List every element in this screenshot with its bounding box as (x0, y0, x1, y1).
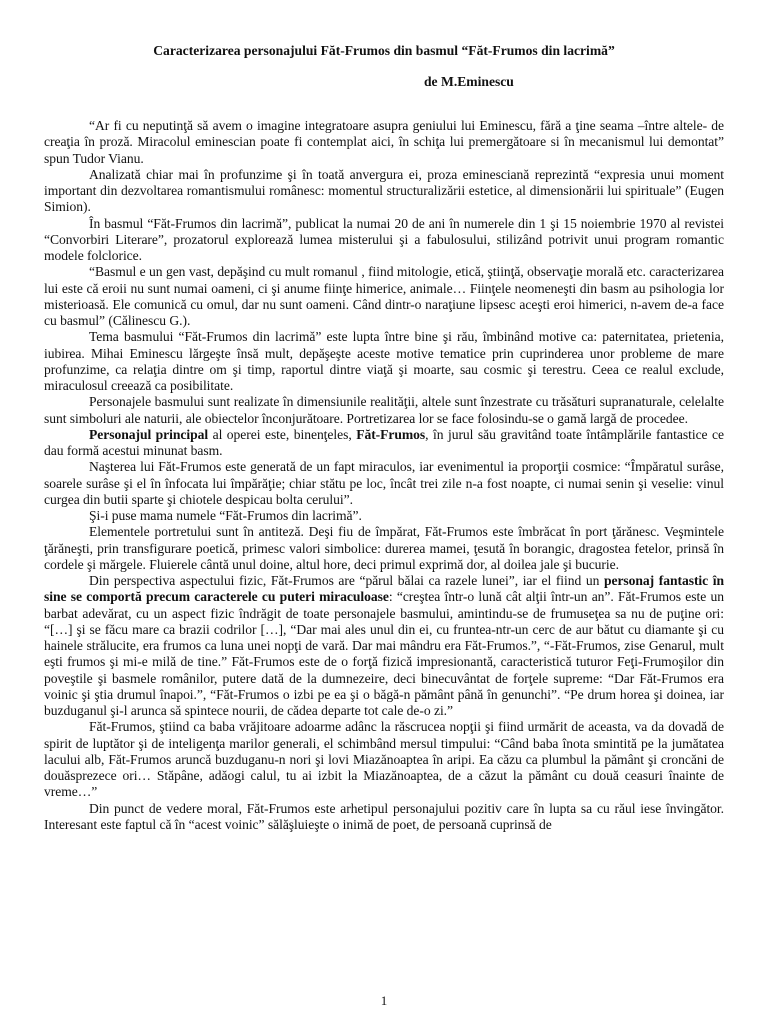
text-run: : “creştea într-o lună cât alţii într-un an”. Făt-Frumos este un barbat adevărat, cu un aspect fizic îndrăgit de toate personajele basmului, amintindu-se de frumuseţea sa nu de puţine ori: “[…] şi se făcu mare ca brazii codrilor […], “Dar mai ales unul din ei, cu fruntea-ntr-un cerc de aur bătut cu diamante şi cu hainele strălucite, era frumos ca luna unei nopţi de vară. Dar mai mândru era Făt-Frumos.”, “-Făt-Frumos, zise Genarul, mult eşti frumos şi mi-e milă de tine.” Făt-Frumos este de o forţă fizică impresionantă, caracteristică tuturor Feţi-Frumoşilor din poveştile şi basmele românilor, putere dată de la dumnezeire, deci binecuvântat de forţele supreme: “Dar Făt-Frumos era voinic şi ştia drumul înapoi.”, “Făt-Frumos o izbi pe ea şi o băgă-n pământ până în genunchi”. “Pe drum horea şi doinea, iar buzduganul şi-l arunca să spintece nourii, de cădea departe tot cale de-o zi.” (44, 589, 724, 718)
text-run: “Ar fi cu neputinţă să avem o imagine integratoare asupra geniului lui Eminescu, fără a ţine seama –între altele- de creaţia în proză. Miracolul eminescian poate fi contemplat aici, în schiţa lui premergătoare si în mecanismul lui demontat” spun Tudor Vianu. (44, 118, 724, 166)
text-run: , în jurul său gravitând toate întâmplările fantastice ce dau formă acestui minunat basm. (44, 426, 725, 458)
text-run: Din punct de vedere moral, Făt-Frumos este arhetipul personajului pozitiv care în lupta sa cu răul iese învingător. Interesant este faptul că în “acest voinic” sălăşluieşte o inimă de poet, de persoană cuprinsă de (44, 800, 724, 832)
text-run: Tema basmului “Făt-Frumos din lacrimă” este lupta între bine şi rău, îmbinând motive ca: paternitatea, prietenia, iubirea. Mihai Eminescu lărgeşte însă mult, depăşeşte aceste motive tematice prin cuprinderea unor probleme de mare profunzime, ca relaţia dintre om şi timp, raportul dintre viaţă şi moarte, sau cosmic şi terestru. Ceea ce realul exclude, miraculosul creează ca posibilitate. (44, 329, 724, 393)
text-run: În basmul “Făt-Frumos din lacrimă”, publicat la numai 20 de ani în numerele din 1 şi 15 noiembrie 1970 al revistei “Convorbiri Literare”, prozatorul explorează lumea misterului şi a fabulosului, stilizând potrivit unui program romantic modele folclorice. (44, 215, 724, 263)
document-title: Caracterizarea personajului Făt-Frumos din basmul “Făt-Frumos din lacrimă” (153, 43, 615, 58)
text-run: Elementele portretului sunt în antiteză. Deşi fiu de împărat, Făt-Frumos este îmbrăcat în port ţărănesc. Veşmintele ţărăneşti, prin transfigurare poetică, primesc valori simbolice: durerea mamei, ţesută în borangic, dragostea fetelor, prinsă în cordele şi mărgele. Fluierele cântă unul doine, altul hore, deci primul exprimă dor, al doilea jale şi bucurie. (44, 524, 724, 572)
document-body (44, 118, 724, 833)
text-run: Personajele basmului sunt realizate în dimensiunile realităţii, altele sunt înzestrate cu trăsături supranaturale, celelalte sunt simboluri ale naturii, ale obiectelor înconjurătoare. Portretizarea lor se face folosindu-se o gamă largă de procedee. (44, 394, 724, 426)
text-run: Analizată chiar mai în profunzime şi în toată anvergura ei, proza eminesciană reprezintă “expresia unui moment important din dezvoltarea romantismului românesc: momentul structuralizării estetice, al dimensionării lui spirituale” (Eugen Simion). (44, 166, 724, 215)
paragraph (44, 264, 724, 329)
paragraph (44, 329, 724, 394)
bold-text: Făt-Frumos (356, 426, 426, 442)
text-run: Din perspectiva aspectului fizic, Făt-Frumos are “părul bălai ca razele lunei”, iar el fiind un (89, 573, 604, 588)
bold-text: Personajul principal (89, 426, 209, 442)
paragraph (44, 118, 724, 167)
paragraph (44, 573, 724, 719)
paragraph (44, 394, 724, 427)
paragraph (44, 508, 724, 524)
paragraph (44, 459, 724, 508)
paragraph (44, 427, 724, 460)
paragraph (44, 524, 724, 573)
paragraph (44, 216, 724, 265)
paragraph (44, 719, 724, 800)
text-run: al operei este, binenţeles, (208, 426, 357, 442)
paragraph (44, 167, 724, 216)
text-run: Naşterea lui Făt-Frumos este generată de un fapt miraculos, iar evenimentul ia proporţii cosmice: “Împăratul surâse, soarele surâse şi el în înfocata lui împărăţie; chiar stătu pe loc, încât trei zile n-a fost noapte, ci numai senin şi veselie: vinul curgea din butii sparte şi chiotele despicau bolta cerului”. (44, 459, 724, 507)
text-run: Făt-Frumos, ştiind ca baba vrăjitoare adoarme adânc la răscrucea nopţii şi fiind urmărit de aceasta, va da dovadă de spirit de luptător şi de inteligenţa marilor generali, el schimbând mersul timpului: “Când baba înota smintită pe la jumătatea lacului alb, Făt-Frumos aruncă buzduganu-n nori şi lovi Miazănoaptea în aripi. Ea căzu ca plumbul la pământ şi croncăni de douăsprezece ori… Stăpâne, adăogi calul, tu ai izbit la Miazănoaptea, de a căzut la pământ cu două ceasuri înainte de vreme…” (44, 719, 724, 800)
document-author: de M.Eminescu (424, 74, 514, 89)
text-run: “Basmul e un gen vast, depăşind cu mult romanul , fiind mitologie, etică, ştiinţă, observaţie morală etc. caracterizarea lui este că eroii nu sunt numai oameni, ci şi anume fiinţe himerice, animale… Fiinţele neomeneşti din basm au psihologia lor misterioasă. Ele comunică cu omul, dar nu sunt oameni. Când dintr-o naraţiune lipsesc aceşti eroi himerici, n-avem de-a face cu basmul” (Călinescu G.). (44, 264, 724, 328)
text-run: Şi-i puse mama numele “Făt-Frumos din lacrimă”. (89, 508, 362, 523)
bold-text: personaj fantastic în sine se comportă precum caracterele cu puteri miraculoase (44, 573, 724, 605)
paragraph (44, 801, 724, 834)
page-number: 1 (380, 993, 388, 1008)
